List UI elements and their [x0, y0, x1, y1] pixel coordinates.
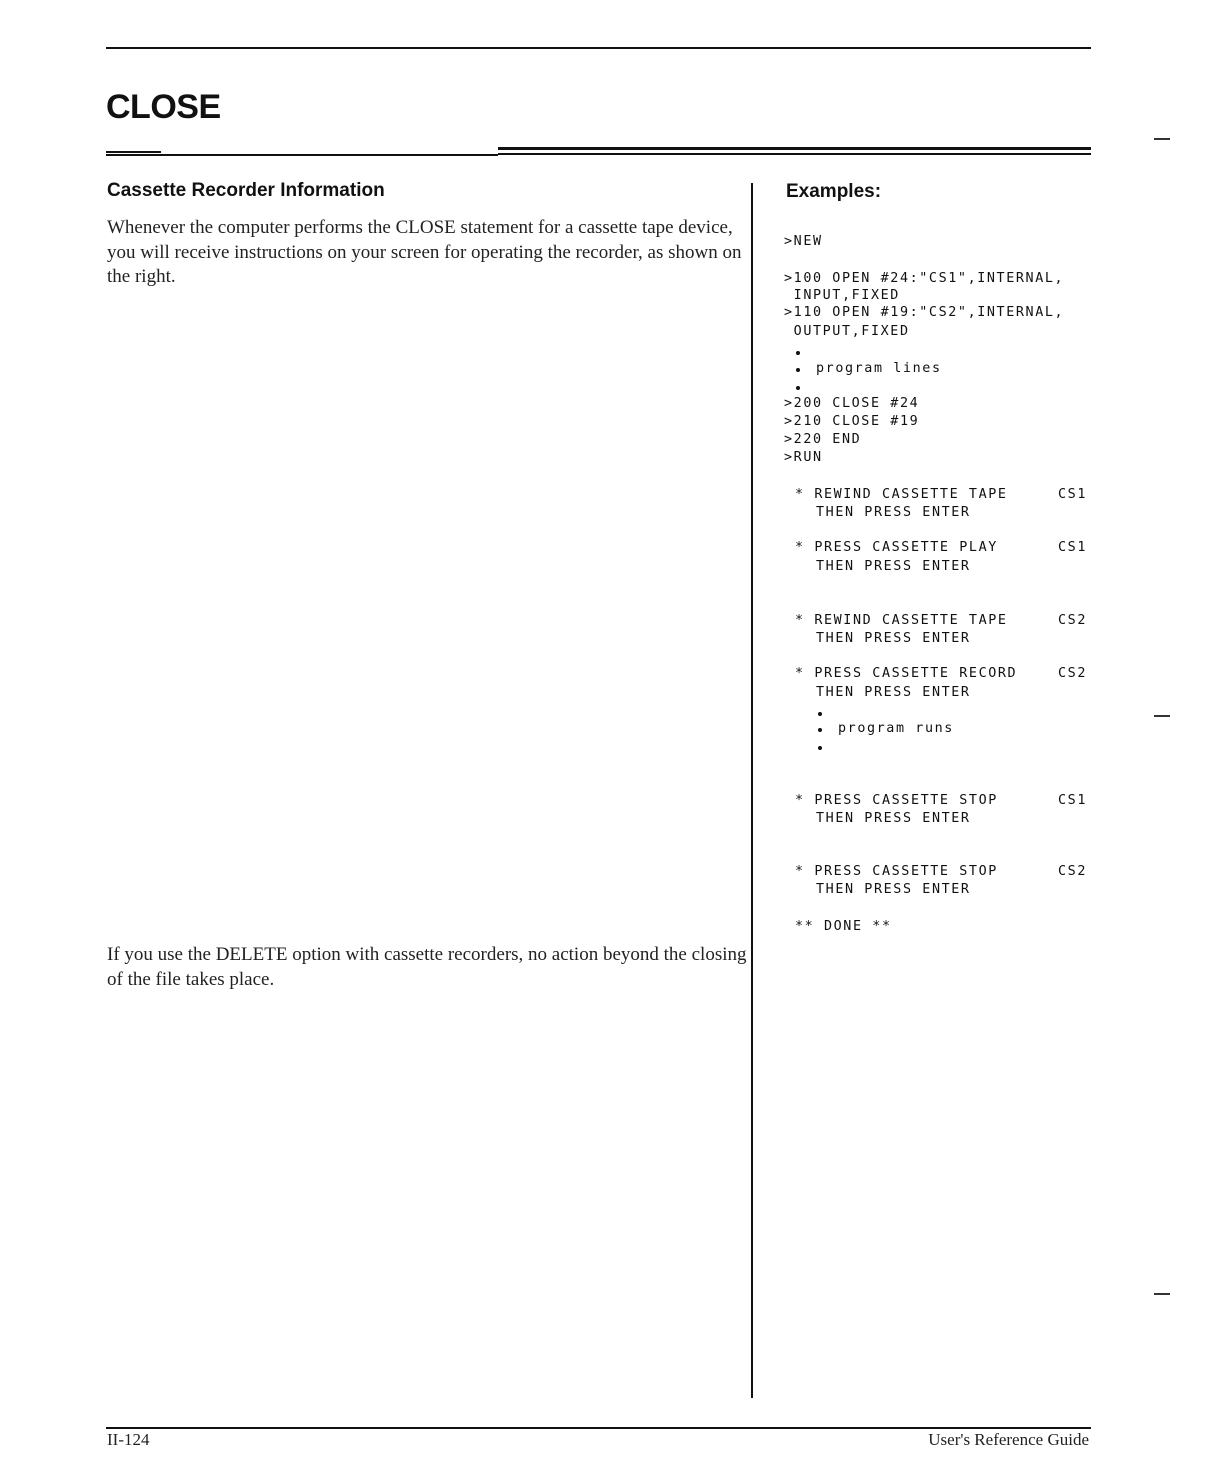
- msg-then-enter: THEN PRESS ENTER: [816, 811, 971, 826]
- title-rule-left: [106, 151, 161, 153]
- code-run: >RUN: [784, 450, 823, 465]
- code-line-200: >200 CLOSE #24: [784, 396, 920, 411]
- msg-done: ** DONE **: [795, 919, 892, 934]
- code-line-220: >220 END: [784, 432, 862, 447]
- title-rule-right-thin: [498, 153, 1091, 155]
- code-line-100a: >100 OPEN #24:"CS1",INTERNAL,: [784, 271, 1065, 286]
- msg-device-cs1: CS1: [1058, 540, 1087, 555]
- margin-mark: [1154, 1293, 1170, 1295]
- msg-device-cs2: CS2: [1058, 613, 1087, 628]
- msg-play-cs1: * PRESS CASSETTE PLAY: [795, 540, 998, 555]
- code-program-lines: program lines: [816, 361, 942, 376]
- title-rule-right: [498, 147, 1091, 150]
- ellipsis-dot: [818, 712, 822, 716]
- column-divider: [751, 183, 753, 1398]
- msg-device-cs2: CS2: [1058, 666, 1087, 681]
- intro-paragraph: Whenever the computer performs the CLOSE statement for a cassette tape device, you will receive instructions on your screen for operating the recorder, as shown on the right.: [107, 217, 742, 287]
- msg-record-cs2: * PRESS CASSETTE RECORD: [795, 666, 1018, 681]
- msg-then-enter: THEN PRESS ENTER: [816, 559, 971, 574]
- msg-stop-cs1: * PRESS CASSETTE STOP: [795, 793, 998, 808]
- code-program-runs: program runs: [838, 721, 954, 736]
- msg-rewind-cs1: * REWIND CASSETTE TAPE: [795, 487, 1008, 502]
- code-line-210: >210 CLOSE #19: [784, 414, 920, 429]
- margin-mark: [1154, 715, 1170, 717]
- code-line-110a: >110 OPEN #19:"CS2",INTERNAL,: [784, 305, 1065, 320]
- ellipsis-dot: [796, 386, 800, 390]
- code-new: >NEW: [784, 234, 823, 249]
- top-rule: [106, 47, 1091, 49]
- code-line-100b: INPUT,FIXED: [784, 288, 900, 303]
- margin-mark: [1154, 138, 1170, 140]
- examples-heading: Examples:: [786, 181, 882, 202]
- delete-paragraph: If you use the DELETE option with cassette recorders, no action beyond the closing of the file takes place.: [107, 944, 747, 990]
- msg-then-enter: THEN PRESS ENTER: [816, 882, 971, 897]
- msg-device-cs2: CS2: [1058, 864, 1087, 879]
- footer-rule: [106, 1427, 1091, 1429]
- title-rule-mid: [106, 154, 498, 156]
- page-title: CLOSE: [106, 88, 221, 126]
- ellipsis-dot: [796, 368, 800, 372]
- msg-then-enter: THEN PRESS ENTER: [816, 631, 971, 646]
- msg-stop-cs2: * PRESS CASSETTE STOP: [795, 864, 998, 879]
- guide-title: User's Reference Guide: [928, 1430, 1089, 1449]
- msg-rewind-cs2: * REWIND CASSETTE TAPE: [795, 613, 1008, 628]
- ellipsis-dot: [818, 728, 822, 732]
- section-heading: Cassette Recorder Information: [107, 180, 385, 201]
- msg-then-enter: THEN PRESS ENTER: [816, 685, 971, 700]
- code-line-110b: OUTPUT,FIXED: [784, 324, 910, 339]
- msg-then-enter: THEN PRESS ENTER: [816, 505, 971, 520]
- page-number: II-124: [107, 1430, 150, 1449]
- ellipsis-dot: [796, 351, 800, 355]
- msg-device-cs1: CS1: [1058, 793, 1087, 808]
- msg-device-cs1: CS1: [1058, 487, 1087, 502]
- ellipsis-dot: [818, 746, 822, 750]
